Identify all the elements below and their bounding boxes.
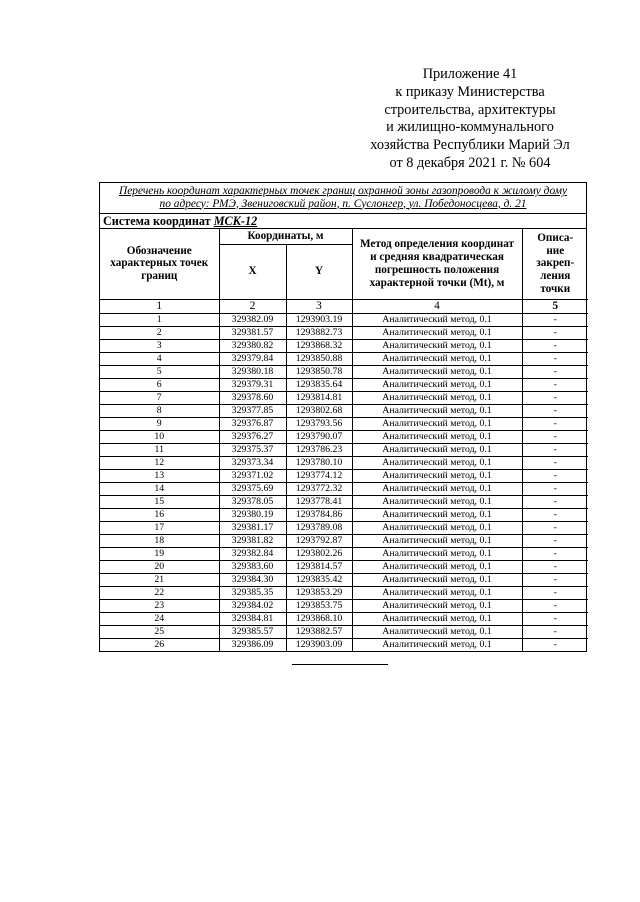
y-coordinate-cell: 1293774.12 <box>286 469 352 482</box>
col-header-designation: Обозначение характерных точек границ <box>100 229 219 299</box>
x-coordinate-cell: 329380.82 <box>219 339 286 352</box>
point-number-cell: 5 <box>100 365 219 378</box>
x-coordinate-cell: 329384.02 <box>219 599 286 612</box>
method-cell: Аналитический метод, 0.1 <box>352 365 522 378</box>
point-number-cell: 19 <box>100 547 219 560</box>
table-row <box>100 456 588 469</box>
method-cell: Аналитический метод, 0.1 <box>352 313 522 326</box>
method-cell: Аналитический метод, 0.1 <box>352 612 522 625</box>
description-cell: - <box>522 508 588 521</box>
x-coordinate-cell: 329384.30 <box>219 573 286 586</box>
method-cell: Аналитический метод, 0.1 <box>352 456 522 469</box>
table-row <box>100 365 588 378</box>
y-coordinate-cell: 1293802.68 <box>286 404 352 417</box>
x-coordinate-cell: 329380.19 <box>219 508 286 521</box>
description-cell: - <box>522 560 588 573</box>
description-cell: - <box>522 612 588 625</box>
method-cell: Аналитический метод, 0.1 <box>352 391 522 404</box>
y-coordinate-cell: 1293814.57 <box>286 560 352 573</box>
coordinates-rows <box>100 313 588 651</box>
x-coordinate-cell: 329375.69 <box>219 482 286 495</box>
x-coordinate-cell: 329385.35 <box>219 586 286 599</box>
method-cell: Аналитический метод, 0.1 <box>352 378 522 391</box>
y-coordinate-cell: 1293850.78 <box>286 365 352 378</box>
method-cell: Аналитический метод, 0.1 <box>352 521 522 534</box>
table-row <box>100 469 588 482</box>
y-coordinate-cell: 1293789.08 <box>286 521 352 534</box>
description-cell: - <box>522 495 588 508</box>
x-coordinate-cell: 329375.37 <box>219 443 286 456</box>
col-header-coordinates: Координаты, м <box>219 229 352 244</box>
table-row <box>100 547 588 560</box>
x-coordinate-cell: 329379.84 <box>219 352 286 365</box>
y-coordinate-cell: 1293853.75 <box>286 599 352 612</box>
x-coordinate-cell: 329382.09 <box>219 313 286 326</box>
method-cell: Аналитический метод, 0.1 <box>352 547 522 560</box>
point-number-cell: 18 <box>100 534 219 547</box>
method-cell: Аналитический метод, 0.1 <box>352 534 522 547</box>
column-number: 4 <box>352 299 522 313</box>
description-cell: - <box>522 430 588 443</box>
method-cell: Аналитический метод, 0.1 <box>352 352 522 365</box>
table-row <box>100 495 588 508</box>
description-cell: - <box>522 443 588 456</box>
table-row <box>100 417 588 430</box>
method-cell: Аналитический метод, 0.1 <box>352 469 522 482</box>
y-coordinate-cell: 1293882.57 <box>286 625 352 638</box>
point-number-cell: 8 <box>100 404 219 417</box>
y-coordinate-cell: 1293853.29 <box>286 586 352 599</box>
x-coordinate-cell: 329380.18 <box>219 365 286 378</box>
point-number-cell: 6 <box>100 378 219 391</box>
table-row <box>100 313 588 326</box>
table-row <box>100 508 588 521</box>
description-cell: - <box>522 417 588 430</box>
x-coordinate-cell: 329382.84 <box>219 547 286 560</box>
y-coordinate-cell: 1293835.64 <box>286 378 352 391</box>
table-row <box>100 612 588 625</box>
x-coordinate-cell: 329381.57 <box>219 326 286 339</box>
y-coordinate-cell: 1293868.10 <box>286 612 352 625</box>
method-cell: Аналитический метод, 0.1 <box>352 508 522 521</box>
table-row <box>100 560 588 573</box>
point-number-cell: 23 <box>100 599 219 612</box>
y-coordinate-cell: 1293868.32 <box>286 339 352 352</box>
x-coordinate-cell: 329377.85 <box>219 404 286 417</box>
col-header-method: Метод определения координат и средняя квадратическая погрешность положения характерной точки (Mt), м <box>352 229 522 299</box>
method-cell: Аналитический метод, 0.1 <box>352 586 522 599</box>
description-cell: - <box>522 313 588 326</box>
table-row <box>100 599 588 612</box>
method-cell: Аналитический метод, 0.1 <box>352 417 522 430</box>
y-coordinate-cell: 1293793.56 <box>286 417 352 430</box>
method-cell: Аналитический метод, 0.1 <box>352 573 522 586</box>
coordinate-system-label: Система координат <box>103 214 211 228</box>
point-number-cell: 17 <box>100 521 219 534</box>
table-title-line: Перечень координат характерных точек границ охранной зоны газопровода к жилому дому <box>118 185 568 197</box>
y-coordinate-cell: 1293903.19 <box>286 313 352 326</box>
table-row <box>100 430 588 443</box>
y-coordinate-cell: 1293786.23 <box>286 443 352 456</box>
point-number-cell: 25 <box>100 625 219 638</box>
header-line: Приложение 41 <box>422 66 518 82</box>
x-coordinate-cell: 329378.05 <box>219 495 286 508</box>
table-row <box>100 625 588 638</box>
y-coordinate-cell: 1293792.87 <box>286 534 352 547</box>
description-cell: - <box>522 456 588 469</box>
description-cell: - <box>522 573 588 586</box>
coordinates-table <box>100 229 588 651</box>
point-number-cell: 11 <box>100 443 219 456</box>
x-coordinate-cell: 329381.17 <box>219 521 286 534</box>
table-row <box>100 326 588 339</box>
header-line: хозяйства Республики Марий Эл <box>370 137 570 154</box>
point-number-cell: 21 <box>100 573 219 586</box>
col-header-x: X <box>219 244 286 299</box>
description-cell: - <box>522 391 588 404</box>
description-cell: - <box>522 638 588 651</box>
column-number: 5 <box>522 299 588 313</box>
y-coordinate-cell: 1293790.07 <box>286 430 352 443</box>
appendix-header <box>340 66 600 173</box>
method-cell: Аналитический метод, 0.1 <box>352 625 522 638</box>
header-line: строительства, архитектуры <box>384 101 556 118</box>
point-number-cell: 16 <box>100 508 219 521</box>
x-coordinate-cell: 329385.57 <box>219 625 286 638</box>
y-coordinate-cell: 1293903.09 <box>286 638 352 651</box>
table-row <box>100 443 588 456</box>
y-coordinate-cell: 1293882.73 <box>286 326 352 339</box>
y-coordinate-cell: 1293772.32 <box>286 482 352 495</box>
header-line: и жилищно-коммунального <box>386 119 554 136</box>
x-coordinate-cell: 329371.02 <box>219 469 286 482</box>
x-coordinate-cell: 329378.60 <box>219 391 286 404</box>
table-row <box>100 534 588 547</box>
point-number-cell: 20 <box>100 560 219 573</box>
description-cell: - <box>522 469 588 482</box>
point-number-cell: 13 <box>100 469 219 482</box>
table-row <box>100 586 588 599</box>
method-cell: Аналитический метод, 0.1 <box>352 560 522 573</box>
column-number: 2 <box>219 299 286 313</box>
column-number: 3 <box>286 299 352 313</box>
y-coordinate-cell: 1293784.86 <box>286 508 352 521</box>
description-cell: - <box>522 365 588 378</box>
x-coordinate-cell: 329381.82 <box>219 534 286 547</box>
point-number-cell: 4 <box>100 352 219 365</box>
description-cell: - <box>522 547 588 560</box>
description-cell: - <box>522 482 588 495</box>
x-coordinate-cell: 329383.60 <box>219 560 286 573</box>
method-cell: Аналитический метод, 0.1 <box>352 430 522 443</box>
table-row <box>100 404 588 417</box>
point-number-cell: 22 <box>100 586 219 599</box>
x-coordinate-cell: 329384.81 <box>219 612 286 625</box>
point-number-cell: 10 <box>100 430 219 443</box>
col-header-y: Y <box>286 244 352 299</box>
description-cell: - <box>522 339 588 352</box>
point-number-cell: 24 <box>100 612 219 625</box>
point-number-cell: 12 <box>100 456 219 469</box>
point-number-cell: 2 <box>100 326 219 339</box>
signature-line <box>292 664 388 665</box>
description-cell: - <box>522 352 588 365</box>
table-row <box>100 391 588 404</box>
x-coordinate-cell: 329376.87 <box>219 417 286 430</box>
column-number: 1 <box>100 299 219 313</box>
table-row <box>100 352 588 365</box>
column-numbers-row <box>100 299 588 313</box>
header-line: от 8 декабря 2021 г. № 604 <box>389 154 551 171</box>
point-number-cell: 15 <box>100 495 219 508</box>
point-number-cell: 3 <box>100 339 219 352</box>
x-coordinate-cell: 329379.31 <box>219 378 286 391</box>
table-row <box>100 339 588 352</box>
method-cell: Аналитический метод, 0.1 <box>352 495 522 508</box>
coordinates-table-block <box>99 182 587 652</box>
header-line: к приказу Министерства <box>395 83 545 100</box>
method-cell: Аналитический метод, 0.1 <box>352 638 522 651</box>
table-title-line: по адресу: РМЭ, Звениговский район, п. Суслонгер, ул. Победоносцева, д. 21 <box>159 197 527 210</box>
method-cell: Аналитический метод, 0.1 <box>352 404 522 417</box>
point-number-cell: 14 <box>100 482 219 495</box>
description-cell: - <box>522 326 588 339</box>
description-cell: - <box>522 586 588 599</box>
y-coordinate-cell: 1293850.88 <box>286 352 352 365</box>
description-cell: - <box>522 625 588 638</box>
method-cell: Аналитический метод, 0.1 <box>352 339 522 352</box>
y-coordinate-cell: 1293802.26 <box>286 547 352 560</box>
coordinate-system <box>100 214 586 229</box>
x-coordinate-cell: 329386.09 <box>219 638 286 651</box>
method-cell: Аналитический метод, 0.1 <box>352 326 522 339</box>
description-cell: - <box>522 521 588 534</box>
method-cell: Аналитический метод, 0.1 <box>352 443 522 456</box>
coordinate-system-value: МСК-12 <box>213 214 258 228</box>
method-cell: Аналитический метод, 0.1 <box>352 599 522 612</box>
y-coordinate-cell: 1293835.42 <box>286 573 352 586</box>
description-cell: - <box>522 534 588 547</box>
description-cell: - <box>522 404 588 417</box>
table-row <box>100 573 588 586</box>
point-number-cell: 7 <box>100 391 219 404</box>
table-title <box>100 183 586 214</box>
x-coordinate-cell: 329373.34 <box>219 456 286 469</box>
description-cell: - <box>522 599 588 612</box>
col-header-description: Описа-ние закреп-ления точки <box>522 229 588 299</box>
y-coordinate-cell: 1293814.81 <box>286 391 352 404</box>
y-coordinate-cell: 1293778.41 <box>286 495 352 508</box>
x-coordinate-cell: 329376.27 <box>219 430 286 443</box>
point-number-cell: 26 <box>100 638 219 651</box>
table-row <box>100 482 588 495</box>
table-row <box>100 638 588 651</box>
point-number-cell: 9 <box>100 417 219 430</box>
y-coordinate-cell: 1293780.10 <box>286 456 352 469</box>
table-row <box>100 378 588 391</box>
point-number-cell: 1 <box>100 313 219 326</box>
description-cell: - <box>522 378 588 391</box>
table-row <box>100 521 588 534</box>
method-cell: Аналитический метод, 0.1 <box>352 482 522 495</box>
